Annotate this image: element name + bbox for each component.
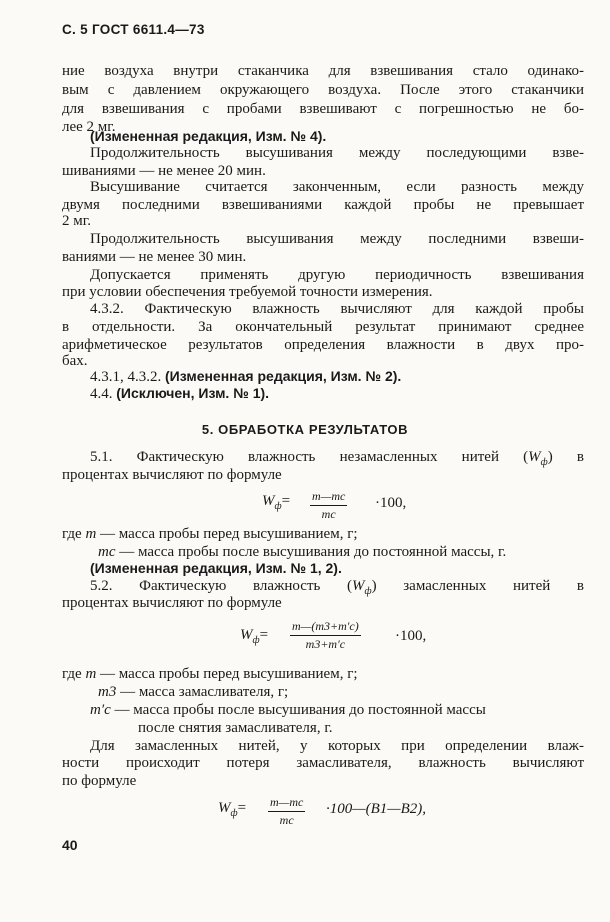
- amendment-note: (Измененная редакция, Изм. № 2).: [165, 368, 402, 384]
- text-line: лее 2 мг.: [62, 119, 116, 135]
- formula-3-lhs: $W_ф=$: [218, 800, 247, 819]
- text-line: шиваниями — не менее 20 мин.: [62, 163, 266, 179]
- clause-ref: 4.4.: [90, 386, 113, 402]
- w-symbol: $W_ф$: [528, 449, 548, 468]
- amendment-note: (Измененная редакция, Изм. № 1, 2).: [90, 560, 342, 576]
- text-line: двумя последними взвешиваниями каждой пробы не превышает: [62, 197, 584, 213]
- formula-1-fraction: m—mс mс: [312, 489, 346, 521]
- text-line: процентах вычисляют по формуле: [62, 595, 282, 611]
- text-line: 4.3.2. Фактическую влажность вычисляют для каждой пробы: [90, 301, 584, 317]
- section-title: 5. ОБРАБОТКА РЕЗУЛЬТАТОВ: [201, 422, 409, 437]
- text-line: ности происходит потеря замасливателя, влажность вычисляют: [62, 755, 584, 771]
- formula-2-tail: ·100,: [395, 628, 427, 644]
- excluded-note: (Исключен, Изм. № 1).: [116, 385, 270, 401]
- definition-line: m′с — масса пробы после высушивания до постоянной массы: [90, 702, 486, 718]
- definition-line: m3 — масса замасливателя, г;: [98, 684, 289, 700]
- text-line: при условии обеспечения требуемой точности измерения.: [62, 284, 433, 300]
- text-line: Продолжительность высушивания между последующими взве-: [90, 145, 584, 161]
- page-header: С. 5 ГОСТ 6611.4—73: [62, 22, 205, 37]
- text-line: вым с давлением окружающего воздуха. После этого стаканчики: [62, 82, 584, 98]
- paragraph-5-2: 5.2. Фактическую влажность $(W_ф)$ замасленных нитей в: [90, 578, 584, 597]
- page-number: 40: [62, 837, 78, 853]
- amendment-note: (Измененная редакция, Изм. № 4).: [90, 128, 327, 144]
- definition-line: после снятия замасливателя, г.: [138, 720, 333, 736]
- formula-3-tail: ·100—(B1—B2),: [326, 801, 426, 817]
- definition-line: где m — масса пробы перед высушиванием, г;: [62, 526, 358, 542]
- definition-line: где m — масса пробы перед высушиванием, г;: [62, 666, 358, 682]
- formula-1-lhs: $W_ф=$: [262, 493, 291, 512]
- text-line: процентах вычисляют по формуле: [62, 467, 282, 483]
- formula-2-lhs: $W_ф=$: [240, 627, 269, 646]
- text-line: Продолжительность высушивания между последними взвеши-: [90, 231, 584, 247]
- formula-3-fraction: m—mс mс: [270, 795, 304, 827]
- text-line: ваниями — не менее 30 мин.: [62, 249, 247, 265]
- formula-1-tail: ·100,: [375, 495, 407, 511]
- excluded-line: [90, 384, 610, 403]
- text-line: 2 мг.: [62, 213, 91, 229]
- paragraph-5-1: 5.1. Фактическую влажность незамасленных нитей $(W_ф)$ в: [90, 449, 585, 468]
- text-line: арифметическое результатов определения влажности в двух про-: [62, 337, 584, 353]
- text-line: бах.: [62, 353, 88, 369]
- clause-ref: 4.3.1, 4.3.2.: [90, 369, 162, 385]
- text-line: в отдельности. За окончательный результат принимают среднее: [62, 319, 584, 335]
- text-line: Для замасленных нитей, у которых при определении влаж-: [90, 738, 584, 754]
- text-line: Допускается применять другую периодичность взвешивания: [90, 267, 584, 283]
- formula-2-fraction: m—(m3+m′с) m3+m′с: [292, 619, 359, 651]
- text-line: для взвешивания с пробами взвешивают с погрешностью не бо-: [62, 101, 584, 117]
- text-line: Высушивание считается законченным, если разность между: [90, 179, 584, 195]
- definition-line: mс — масса пробы после высушивания до постоянной массы, г.: [98, 544, 507, 560]
- text-line: ние воздуха внутри стаканчика для взвешивания стало одинако-: [62, 63, 584, 79]
- text-line: по формуле: [62, 773, 137, 789]
